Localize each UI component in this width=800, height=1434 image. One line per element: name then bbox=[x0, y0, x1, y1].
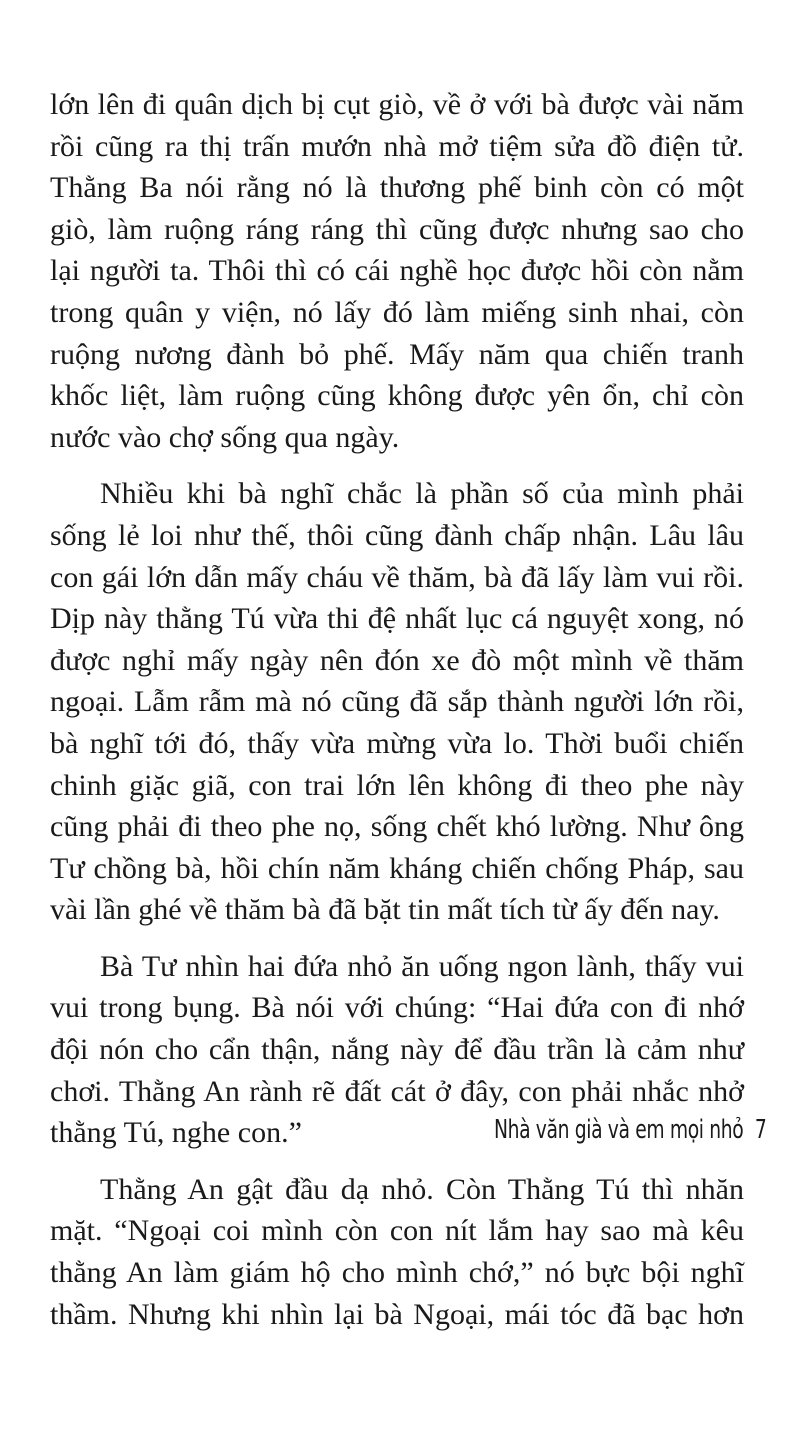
text-line: thằng Tú, nghe con.” bbox=[50, 1116, 302, 1150]
text-line: đội nón cho cẩn thận, nắng này để đầu trần là cảm như bbox=[50, 1033, 744, 1067]
text-line: thằng An làm giám hộ cho mình chớ,” nó bực bội nghĩ bbox=[50, 1256, 744, 1290]
text-line: Nhiều khi bà nghĩ chắc là phần số của mình phải bbox=[100, 477, 744, 511]
text-line: Thằng Ba nói rằng nó là thương phế binh còn có một bbox=[50, 171, 744, 205]
text-line: được nghỉ mấy ngày nên đón xe đò một mình về thăm bbox=[50, 643, 744, 677]
text-line: con gái lớn dẫn mấy cháu về thăm, bà đã lấy làm vui rồi. bbox=[50, 560, 744, 594]
text-line: ngoại. Lẫm rẫm mà nó cũng đã sắp thành người lớn rồi, bbox=[50, 685, 744, 719]
text-line: nước vào chợ sống qua ngày. bbox=[50, 420, 400, 454]
text-line: Dịp này thằng Tú vừa thi đệ nhất lục cá nguyệt xong, nó bbox=[50, 602, 744, 636]
text-line: vài lần ghé về thăm bà đã bặt tin mất tích từ ấy đến nay. bbox=[50, 893, 720, 927]
text-line: trong quân y viện, nó lấy đó làm miếng sinh nhai, còn bbox=[50, 295, 744, 329]
text-line: vui trong bụng. Bà nói với chúng: “Hai đứa con đi nhớ bbox=[50, 991, 744, 1025]
text-line: Tư chồng bà, hồi chín năm kháng chiến chống Pháp, sau bbox=[50, 851, 744, 885]
running-title: Nhà văn già và em mọi nhỏ bbox=[493, 1115, 743, 1145]
text-line: khốc liệt, làm ruộng cũng không được yên ổn, chỉ còn bbox=[50, 379, 744, 413]
text-line: Thằng An gật đầu dạ nhỏ. Còn Thằng Tú thì nhăn bbox=[100, 1172, 744, 1206]
text-line: sống lẻ loi như thế, thôi cũng đành chấp nhận. Lâu lâu bbox=[50, 518, 744, 552]
text-line: thầm. Nhưng khi nhìn lại bà Ngoại, mái tóc đã bạc hơn bbox=[50, 1297, 744, 1331]
text-line: ruộng nương đành bỏ phế. Mấy năm qua chiến tranh bbox=[50, 337, 744, 371]
paragraph-2 bbox=[50, 473, 744, 931]
text-line: mặt. “Ngoại coi mình còn con nít lắm hay sao mà kêu bbox=[50, 1214, 744, 1248]
text-line: cũng phải đi theo phe nọ, sống chết khó lường. Như ông bbox=[50, 810, 744, 844]
text-line: chơi. Thằng An rành rẽ đất cát ở đây, con phải nhắc nhở bbox=[50, 1074, 744, 1108]
text-line: bà nghĩ tới đó, thấy vừa mừng vừa lo. Thời buổi chiến bbox=[50, 726, 744, 760]
text-line: rồi cũng ra thị trấn mướn nhà mở tiệm sửa đồ điện tử. bbox=[50, 129, 744, 163]
page-footer bbox=[494, 1115, 766, 1145]
paragraph-4 bbox=[50, 1169, 744, 1335]
page-number: 7 bbox=[754, 1115, 766, 1145]
text-line: lớn lên đi quân dịch bị cụt giò, về ở với bà được vài năm bbox=[50, 88, 744, 121]
body-text bbox=[50, 84, 744, 1350]
text-line: lại người ta. Thôi thì có cái nghề học được hồi còn nằm bbox=[50, 254, 744, 288]
text-line: chinh giặc giã, con trai lớn lên không đi theo phe này bbox=[50, 768, 744, 802]
text-line: giò, làm ruộng ráng ráng thì cũng được nhưng sao cho bbox=[50, 212, 744, 246]
text-line: Bà Tư nhìn hai đứa nhỏ ăn uống ngon lành, thấy vui bbox=[100, 949, 744, 983]
paragraph-1 bbox=[50, 84, 744, 458]
